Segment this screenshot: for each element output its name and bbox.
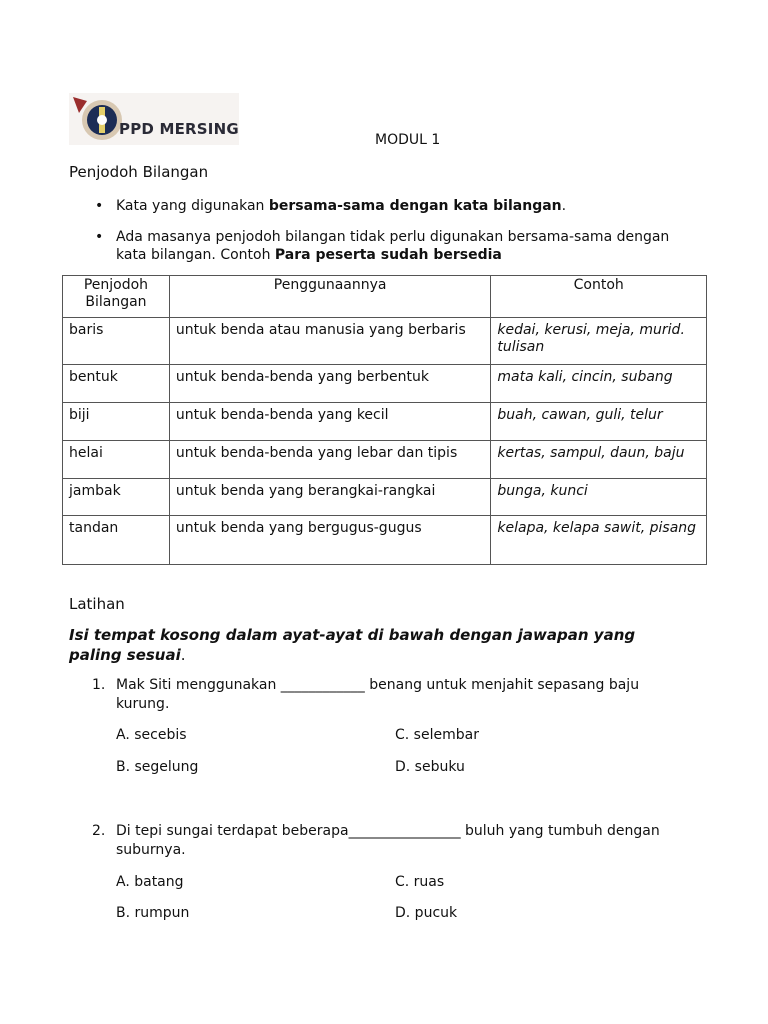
cell-penjodoh: baris (63, 318, 170, 365)
cell-example: bunga, kunci (491, 479, 707, 516)
cell-example: kedai, kerusi, meja, murid. tulisan (491, 318, 707, 365)
cell-penjodoh: jambak (63, 479, 170, 516)
cell-usage: untuk benda-benda yang berbentuk (169, 365, 490, 403)
exercise-instruction (69, 625, 689, 665)
cell-usage: untuk benda yang berangkai-rangkai (169, 479, 490, 516)
cell-usage: untuk benda-benda yang kecil (169, 403, 490, 441)
col-header: Penggunaannya (169, 276, 490, 318)
cell-example: buah, cawan, guli, telur (491, 403, 707, 441)
bullet-item (95, 228, 716, 264)
question-2 (92, 822, 696, 860)
cell-penjodoh: bentuk (63, 365, 170, 403)
col-header: Penjodoh Bilangan (63, 276, 170, 318)
instruction-end: . (180, 646, 186, 664)
table-header-row (63, 276, 707, 318)
option-a[interactable]: A. batang (116, 874, 184, 890)
logo-text: PPD MERSING (119, 120, 239, 138)
table-row (63, 365, 707, 403)
option-b[interactable]: B. rumpun (116, 905, 190, 921)
bullet-text: kata bilangan. Contoh (116, 247, 275, 263)
module-label: MODUL 1 (375, 132, 441, 148)
option-d[interactable]: D. sebuku (395, 759, 465, 775)
table-row (63, 516, 707, 565)
bullet-bold-text: bersama-sama dengan kata bilangan (268, 198, 562, 214)
bullet-item (95, 197, 716, 215)
penjodoh-table (62, 275, 707, 565)
question-text: Mak Siti menggunakan ____________ benang untuk menjahit sepasang baju kurung. (116, 677, 640, 712)
cell-penjodoh: biji (63, 403, 170, 441)
question-number: 2. (92, 823, 106, 839)
table-row (63, 403, 707, 441)
question-number: 1. (92, 677, 106, 693)
section-title: Penjodoh Bilangan (69, 163, 209, 181)
option-a[interactable]: A. secebis (116, 727, 187, 743)
bullet-dot-icon: • (95, 229, 104, 245)
ppd-mersing-logo (69, 93, 239, 145)
col-header: Contoh (491, 276, 707, 318)
table-row (63, 479, 707, 516)
question-1 (92, 676, 696, 714)
bullet-dot-icon: • (95, 198, 104, 214)
cell-usage: untuk benda yang bergugus-gugus (169, 516, 490, 565)
cell-usage: untuk benda-benda yang lebar dan tipis (169, 441, 490, 479)
option-c[interactable]: C. selembar (395, 727, 479, 743)
exercise-title: Latihan (69, 595, 125, 613)
bullet-text: Kata yang digunakan (116, 198, 269, 214)
bullet-text-end: . (561, 198, 567, 214)
question-text: Di tepi sungai terdapat beberapa________________ buluh yang tumbuh dengan suburnya. (116, 823, 660, 858)
table-row (63, 441, 707, 479)
option-d[interactable]: D. pucuk (395, 905, 458, 921)
cell-penjodoh: helai (63, 441, 170, 479)
instruction-text: Isi tempat kosong dalam ayat-ayat di bawah dengan jawapan yang paling sesuai (69, 626, 636, 664)
cell-example: kelapa, kelapa sawit, pisang (491, 516, 707, 565)
cell-example: kertas, sampul, daun, baju (491, 441, 707, 479)
table-row (63, 318, 707, 365)
option-b[interactable]: B. segelung (116, 759, 199, 775)
bullet-bold-text: Para peserta sudah bersedia (274, 247, 502, 263)
cell-example: mata kali, cincin, subang (491, 365, 707, 403)
cell-penjodoh: tandan (63, 516, 170, 565)
cell-usage: untuk benda atau manusia yang berbaris (169, 318, 490, 365)
option-c[interactable]: C. ruas (395, 874, 445, 890)
bullet-text: Ada masanya penjodoh bilangan tidak perlu digunakan bersama-sama dengan (116, 229, 670, 245)
